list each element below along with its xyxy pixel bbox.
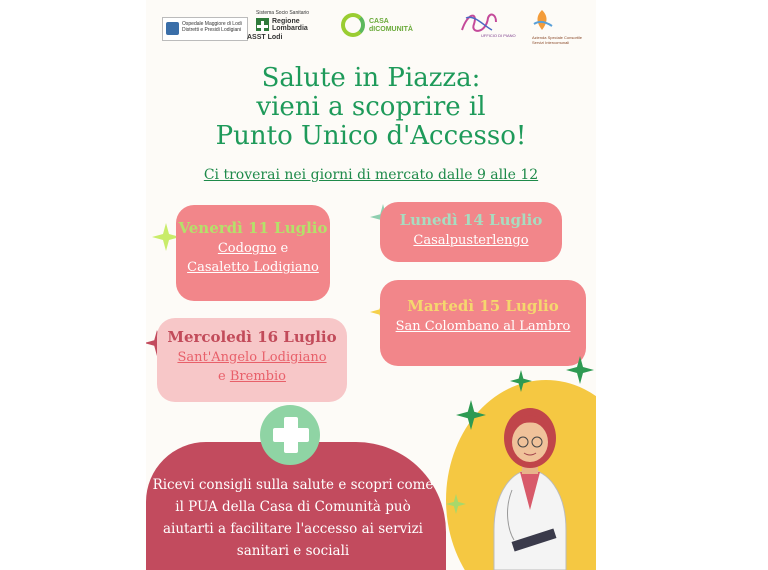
sparkle-icon [566, 356, 594, 384]
title-line-2: vieni a scoprire il [256, 92, 486, 122]
title-line-3: Punto Unico d'Accesso! [215, 121, 527, 151]
sparkle-icon [456, 400, 486, 430]
casa-logo-text: CASA dICOMUNITÀ [369, 18, 413, 33]
event-card-lunedi [380, 202, 562, 262]
event-card-martedi [380, 280, 586, 366]
sparkle-icon [446, 494, 466, 514]
event-place-link[interactable]: San Colombano al Lambro [395, 319, 571, 334]
event-card-venerdi [176, 205, 330, 301]
event-place-link[interactable]: Brembio [229, 369, 286, 384]
azienda-logo-text: Azienda Speciale Consortile Servizi Intercomunali [532, 35, 583, 45]
regione-asst: ASST Lodi [247, 34, 283, 41]
casa-ring-icon [341, 13, 365, 37]
event-place-link[interactable]: Casalpusterlengo [413, 233, 529, 248]
ospedale-logo-text: Ospedale Maggiore di Lodi Distretti e Presidi Lodigiani [182, 21, 242, 33]
event-place-link[interactable]: Casaletto Lodigiano [187, 260, 319, 275]
info-text: Ricevi consigli sulla salute e scopri come il PUA della Casa di Comunità può aiutarti a facilitare l'accesso ai servizi sanitari e sociali [152, 477, 434, 559]
event-place-link[interactable]: Sant'Angelo Lodigiano [177, 350, 327, 365]
regione-name: Regione Lombardia [272, 18, 308, 32]
sparkle-icon [510, 370, 532, 392]
event-day: Martedì 15 Luglio [407, 297, 559, 315]
title-line-1: Salute in Piazza: [261, 63, 481, 93]
event-day: Mercoledì 16 Luglio [167, 328, 337, 346]
event-day: Lunedì 14 Luglio [399, 211, 543, 229]
ospedale-mark-icon [166, 22, 179, 35]
page-title [146, 64, 596, 151]
poster [146, 0, 596, 570]
ufficio-logo-text: UFFICIO DI PIANO [481, 33, 516, 38]
event-day: Venerdì 11 Luglio [178, 219, 328, 237]
ospedale-logo [162, 17, 248, 41]
event-card-mercoledi [157, 318, 347, 402]
event-joiner: e [218, 369, 230, 384]
subtitle: Ci troverai nei giorni di mercato dalle 9 alle 12 [203, 167, 539, 183]
plus-icon [273, 428, 309, 442]
event-place-link[interactable]: Codogno [217, 241, 277, 256]
azienda-leaf-icon [530, 8, 554, 32]
regione-cross-icon [256, 18, 269, 31]
event-joiner: e [276, 241, 289, 256]
regione-small-text: Sistema Socio Sanitario [256, 10, 310, 16]
